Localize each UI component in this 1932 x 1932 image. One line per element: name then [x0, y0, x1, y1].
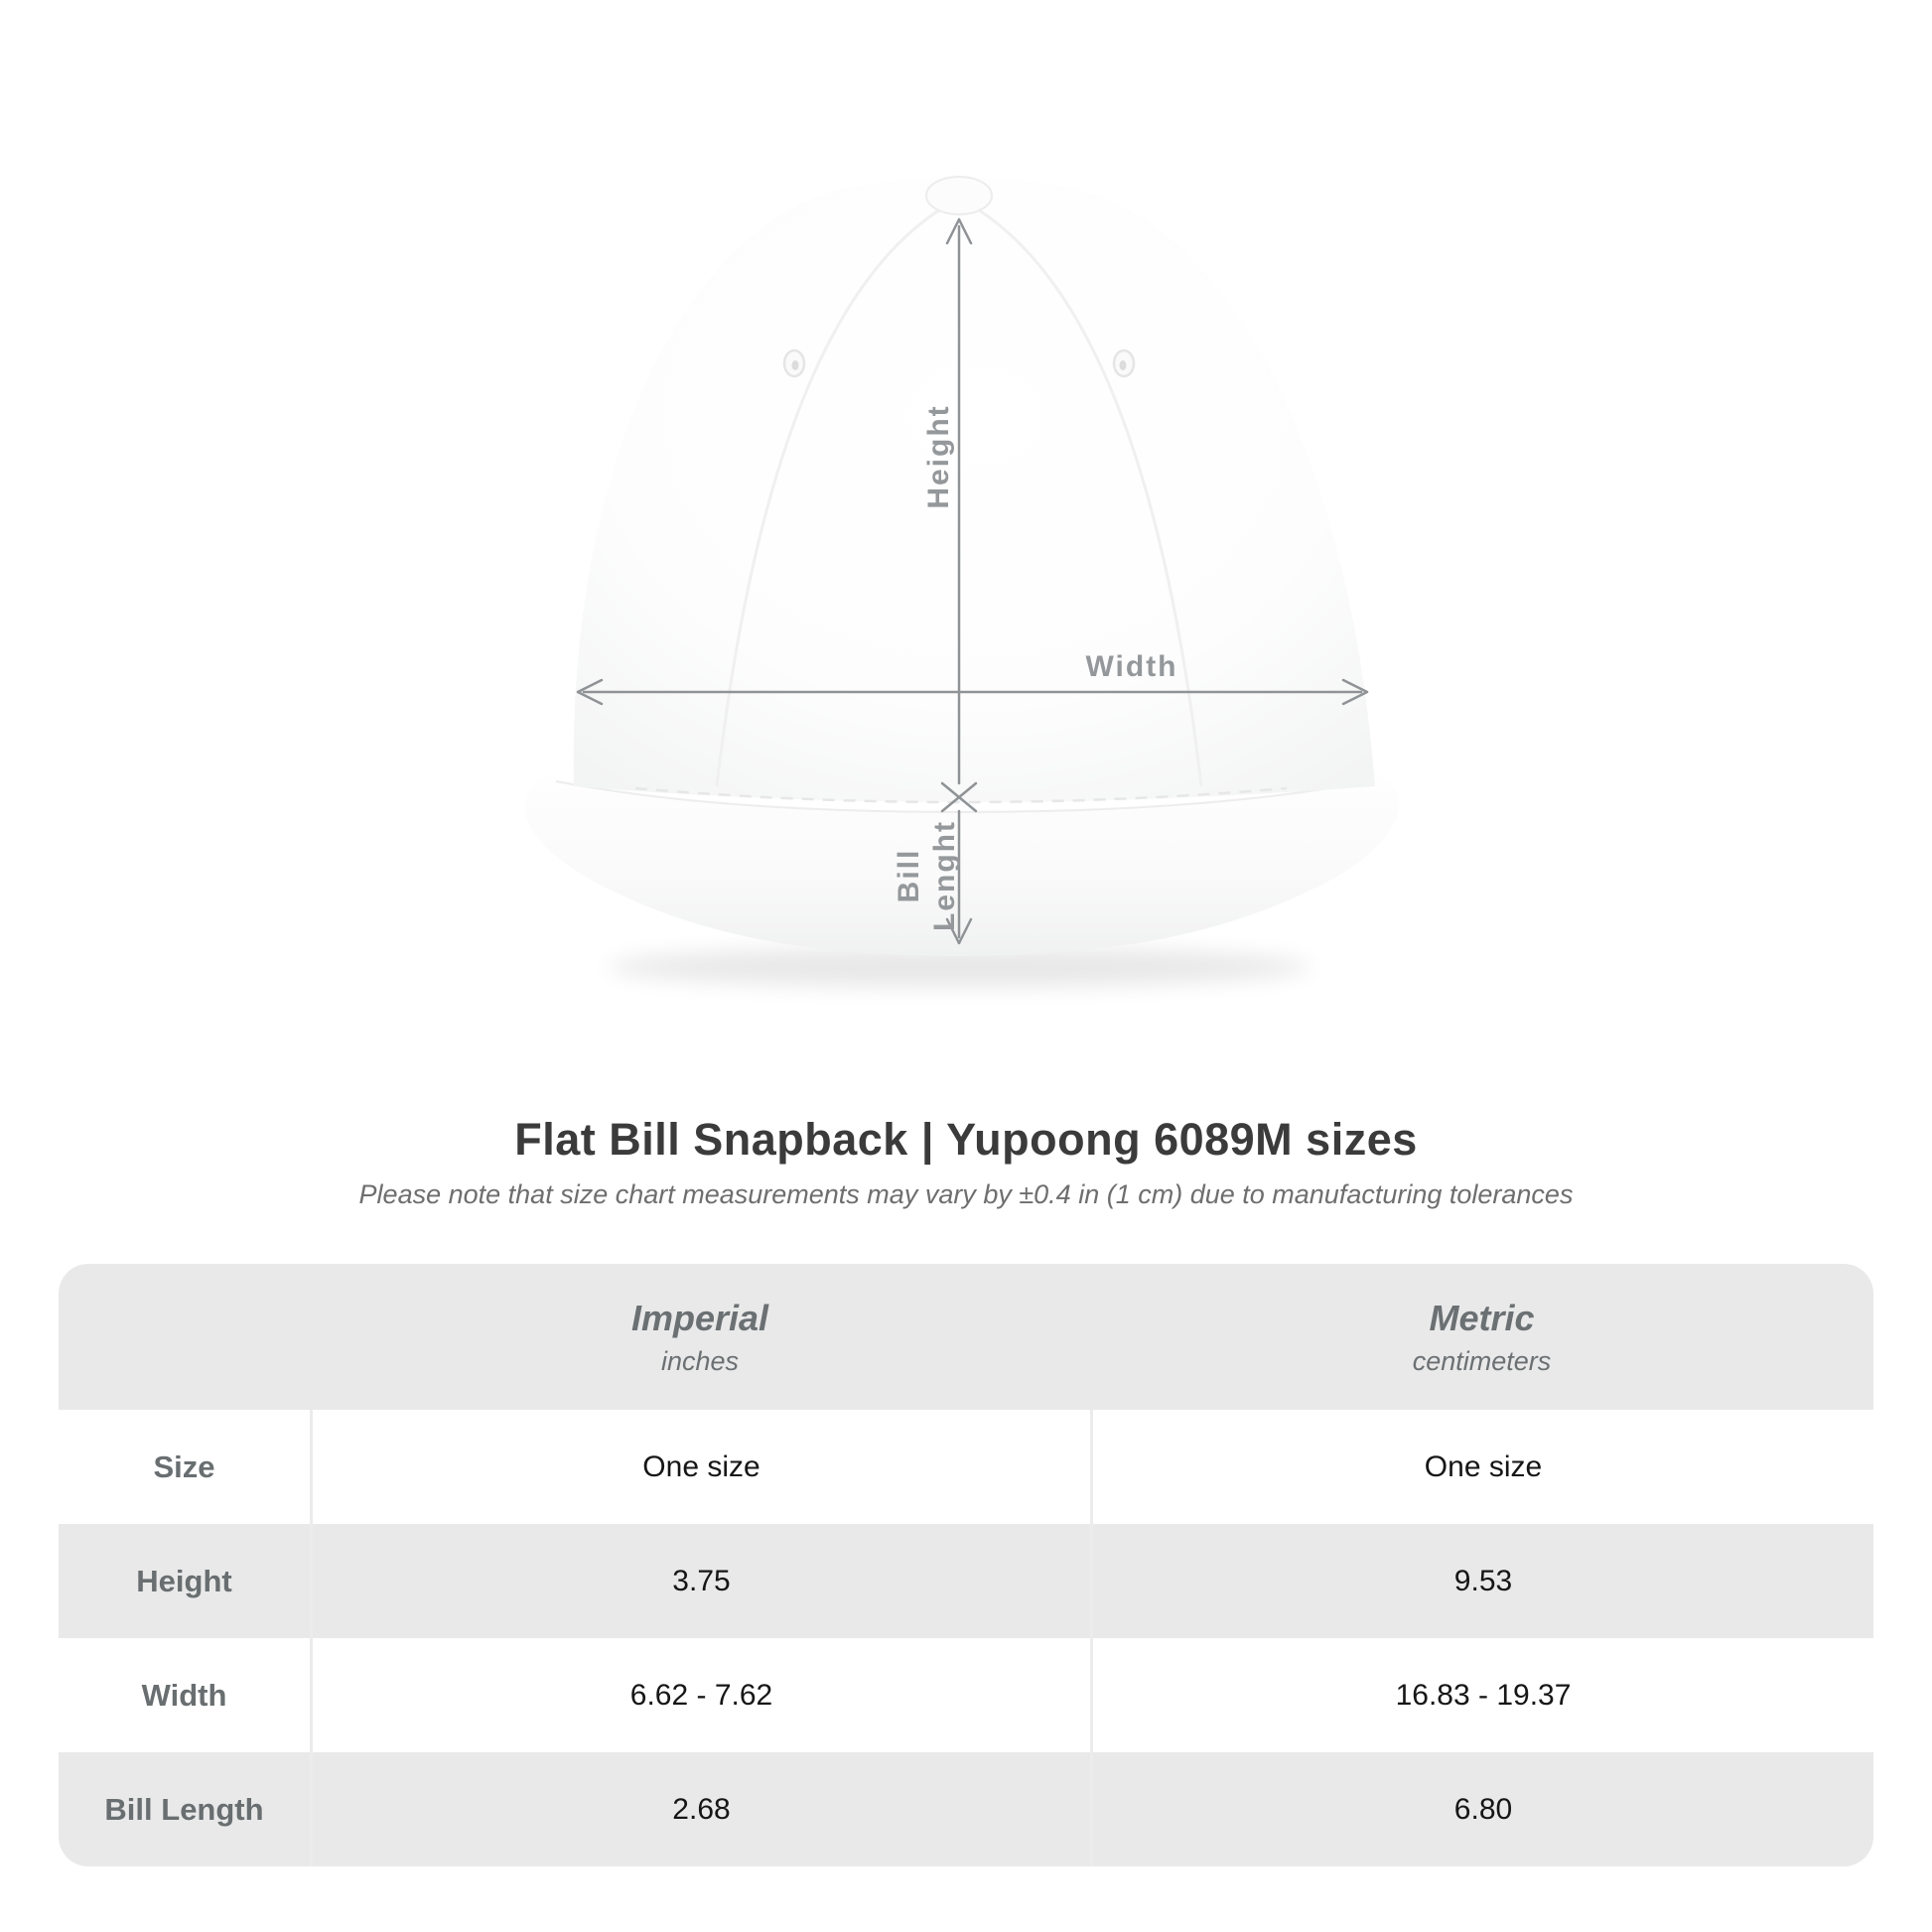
table-row-size: [59, 1410, 1873, 1524]
imperial-value: 2.68: [310, 1752, 1090, 1866]
table-row-width: [59, 1638, 1873, 1752]
row-label: Height: [136, 1563, 232, 1598]
eyelet-right: [1114, 350, 1134, 376]
metric-unit: centimeters: [1412, 1345, 1552, 1376]
table-row-height: [59, 1524, 1873, 1638]
imperial-value: 3.75: [310, 1524, 1090, 1638]
eyelet-left: [784, 350, 804, 376]
bill-length-dimension-label: [892, 776, 963, 975]
page-title: Flat Bill Snapback | Yupoong 6089M sizes: [514, 1114, 1418, 1165]
imperial-value: 6.62 - 7.62: [310, 1638, 1090, 1752]
header-spacer: [59, 1264, 310, 1410]
row-label: Width: [141, 1677, 227, 1713]
metric-title: Metric: [1429, 1297, 1535, 1338]
header-metric: [1090, 1264, 1873, 1410]
imperial-value: One size: [310, 1410, 1090, 1524]
cap-button: [926, 177, 992, 214]
metric-value: 9.53: [1090, 1524, 1873, 1638]
bill-label-line2: Lenght: [928, 820, 961, 931]
row-label: Size: [153, 1449, 215, 1484]
size-table: [59, 1264, 1873, 1866]
header-imperial: [310, 1264, 1090, 1410]
imperial-title: Imperial: [630, 1297, 769, 1338]
imperial-unit: inches: [660, 1345, 740, 1376]
metric-value: 16.83 - 19.37: [1090, 1638, 1873, 1752]
row-label: Bill Length: [104, 1791, 264, 1827]
metric-value: 6.80: [1090, 1752, 1873, 1866]
bill-label-line1: Bill: [893, 848, 925, 903]
table-row-bill-length: [59, 1752, 1873, 1866]
width-dimension-label: Width: [1085, 650, 1178, 683]
cap-crown: [574, 179, 1375, 802]
table-header-row: [59, 1264, 1873, 1410]
tolerance-note: Please note that size chart measurements may vary by ±0.4 in (1 cm) due to manufacturing tolerances: [358, 1179, 1574, 1209]
metric-value: One size: [1090, 1410, 1873, 1524]
height-dimension-label: Height: [922, 404, 955, 509]
